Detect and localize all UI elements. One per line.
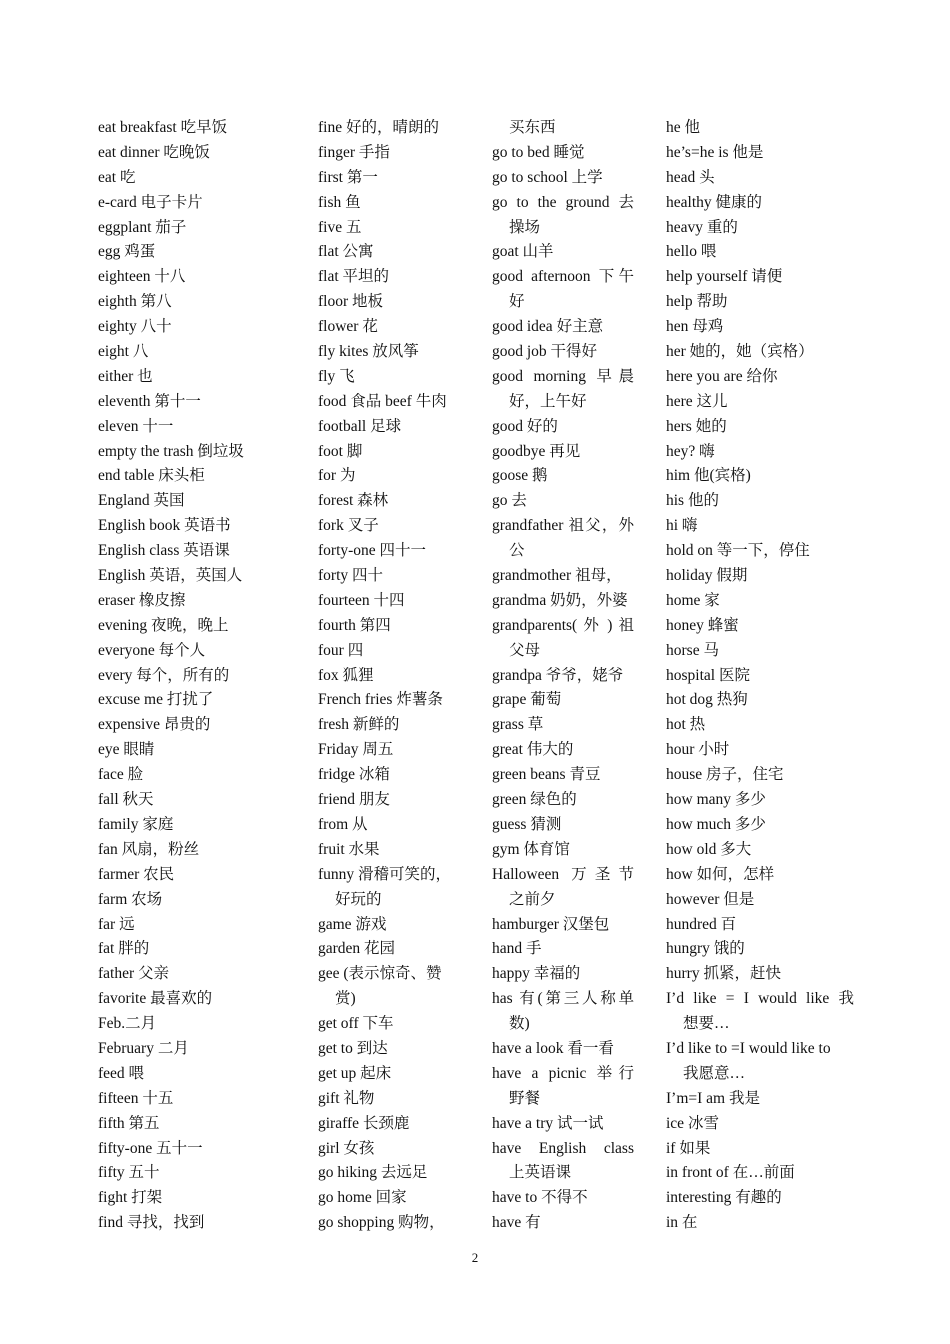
vocab-entry: eighty 八十 xyxy=(98,318,172,336)
vocab-entry: grandpa 爷爷，姥爷 xyxy=(492,666,624,684)
vocab-entry: grandparents( 外 ) 祖 xyxy=(492,616,634,634)
vocab-entry: honey 蜂蜜 xyxy=(666,616,739,634)
vocab-entry-continuation: 数) xyxy=(509,1015,530,1033)
vocab-entry: eat dinner 吃晚饭 xyxy=(98,143,210,161)
word-column-1 xyxy=(98,116,298,1236)
vocab-entry: girl 女孩 xyxy=(318,1139,375,1157)
vocab-entry: healthy 健康的 xyxy=(666,193,762,211)
vocab-entry: expensive 昂贵的 xyxy=(98,716,211,734)
vocab-entry: fox 狐狸 xyxy=(318,666,374,684)
vocab-entry: face 脸 xyxy=(98,766,144,784)
vocab-entry: football 足球 xyxy=(318,417,402,435)
vocab-entry: fight 打架 xyxy=(98,1189,163,1207)
vocab-entry: good morning 早晨 xyxy=(492,367,634,385)
vocab-entry: first 第一 xyxy=(318,168,378,186)
vocab-entry: grandfather 祖父，外 xyxy=(492,517,634,535)
vocab-entry: good idea 好主意 xyxy=(492,318,604,336)
vocab-entry: February 二月 xyxy=(98,1039,189,1057)
vocab-entry: Feb.二月 xyxy=(98,1015,157,1033)
vocab-entry: forty 四十 xyxy=(318,567,384,585)
vocab-entry: eat breakfast 吃早饭 xyxy=(98,119,228,136)
vocab-entry: how many 多少 xyxy=(666,791,766,809)
vocab-entry: have a picnic 举行 xyxy=(492,1064,634,1082)
vocab-entry: for 为 xyxy=(318,467,356,485)
vocab-entry: flower 花 xyxy=(318,318,378,336)
vocab-entry: have a look 看一看 xyxy=(492,1039,614,1057)
vocab-entry: go to the ground 去 xyxy=(492,193,634,211)
vocab-entry: hers 她的 xyxy=(666,417,727,435)
vocab-entry-continuation: 好，上午好 xyxy=(509,392,587,410)
vocab-entry: help 帮助 xyxy=(666,293,728,311)
vocab-entry: go 去 xyxy=(492,492,527,510)
vocab-entry: hurry 抓紧，赶快 xyxy=(666,965,781,983)
vocab-entry: five 五 xyxy=(318,218,362,236)
vocab-entry-continuation: 公 xyxy=(509,542,525,560)
vocab-entry: giraffe 长颈鹿 xyxy=(318,1114,410,1132)
vocab-entry: have 有 xyxy=(492,1214,541,1232)
vocab-entry: eat 吃 xyxy=(98,168,136,186)
vocab-entry: eggplant 茄子 xyxy=(98,218,187,236)
vocab-entry: get to 到达 xyxy=(318,1039,388,1057)
vocab-entry: England 英国 xyxy=(98,492,185,510)
vocab-entry: go home 回家 xyxy=(318,1189,407,1207)
vocab-entry: great 伟大的 xyxy=(492,741,574,759)
vocab-entry: hey? 嗨 xyxy=(666,442,715,460)
vocab-entry: gee (表示惊奇、赞 xyxy=(318,965,442,983)
vocab-entry: find 寻找，找到 xyxy=(98,1214,205,1232)
vocab-entry: father 父亲 xyxy=(98,965,170,983)
vocab-entry: flat 平坦的 xyxy=(318,268,390,286)
vocab-entry: grandmother 祖母， xyxy=(492,567,622,585)
vocab-entry: family 家庭 xyxy=(98,815,174,833)
vocab-entry-continuation: 想要… xyxy=(683,1015,730,1033)
vocab-entry-continuation: 上英语课 xyxy=(509,1164,572,1182)
vocab-entry-continuation: 赏) xyxy=(335,990,356,1008)
vocab-entry: I’d like to =I would like to xyxy=(666,1039,831,1057)
vocab-entry: eighth 第八 xyxy=(98,293,172,311)
vocab-entry: good 好的 xyxy=(492,417,558,435)
vocab-entry: either 也 xyxy=(98,367,153,385)
vocab-entry: go hiking 去远足 xyxy=(318,1164,428,1182)
vocab-entry: home 家 xyxy=(666,591,720,609)
vocab-entry: here 这儿 xyxy=(666,392,728,410)
vocab-entry: ice 冰雪 xyxy=(666,1114,719,1132)
vocab-entry: every 每个，所有的 xyxy=(98,666,230,684)
vocab-entry: interesting 有趣的 xyxy=(666,1189,782,1207)
vocab-entry: head 头 xyxy=(666,168,715,186)
vocab-entry: his 他的 xyxy=(666,492,719,510)
vocab-entry: go shopping 购物， xyxy=(318,1214,445,1232)
vocab-entry: farm 农场 xyxy=(98,890,163,908)
vocab-entry: evening 夜晚，晚上 xyxy=(98,616,229,634)
vocab-entry: flat 公寓 xyxy=(318,243,374,261)
vocab-entry: eighteen 十八 xyxy=(98,268,186,286)
vocab-entry: everyone 每个人 xyxy=(98,641,206,659)
vocab-entry: hold on 等一下，停住 xyxy=(666,542,810,560)
vocab-entry: have to 不得不 xyxy=(492,1189,588,1207)
vocab-entry: forty-one 四十一 xyxy=(318,542,427,560)
vocab-entry: gym 体育馆 xyxy=(492,840,570,858)
vocab-entry: fine 好的，晴朗的 xyxy=(318,119,439,136)
vocab-entry: fifteen 十五 xyxy=(98,1089,174,1107)
vocab-entry: fly kites 放风筝 xyxy=(318,343,419,361)
page-number: 2 xyxy=(471,1250,479,1265)
vocab-entry: hello 喂 xyxy=(666,243,717,261)
vocab-entry: hot dog 热狗 xyxy=(666,691,748,709)
vocab-entry: goose 鹅 xyxy=(492,467,548,485)
vocab-entry: English 英语，英国人 xyxy=(98,567,243,585)
vocab-entry: green beans 青豆 xyxy=(492,766,601,784)
vocab-entry: grape 葡萄 xyxy=(492,691,562,709)
vocab-entry: grass 草 xyxy=(492,716,544,734)
vocab-entry: foot 脚 xyxy=(318,442,363,460)
vocab-entry: hen 母鸡 xyxy=(666,318,724,336)
vocab-entry: I’m=I am 我是 xyxy=(666,1089,760,1107)
vocab-entry: egg 鸡蛋 xyxy=(98,243,156,261)
vocab-entry: good job 干得好 xyxy=(492,343,598,361)
vocab-entry: hundred 百 xyxy=(666,915,737,933)
vocab-entry: from 从 xyxy=(318,815,368,833)
vocab-entry-continuation: 之前夕 xyxy=(509,890,556,908)
vocab-entry: good afternoon 下午 xyxy=(492,268,634,286)
vocab-entry: English book 英语书 xyxy=(98,517,231,535)
vocab-entry-continuation: 好 xyxy=(509,293,525,311)
vocab-entry: English class 英语课 xyxy=(98,542,230,560)
vocab-entry: how 如何，怎样 xyxy=(666,865,775,883)
vocab-entry: horse 马 xyxy=(666,641,719,659)
vocab-entry: has 有(第三人称单 xyxy=(492,990,634,1008)
vocab-entry: e-card 电子卡片 xyxy=(98,193,203,211)
vocab-entry: feed 喂 xyxy=(98,1064,145,1082)
vocab-entry: funny 滑稽可笑的， xyxy=(318,865,452,883)
vocab-entry: help yourself 请便 xyxy=(666,268,783,286)
vocab-entry: however 但是 xyxy=(666,890,755,908)
vocab-entry: in front of 在…前面 xyxy=(666,1164,795,1182)
vocab-entry: food 食品 beef 牛肉 xyxy=(318,392,447,410)
vocab-entry: gift 礼物 xyxy=(318,1089,375,1107)
vocab-entry-continuation: 操场 xyxy=(509,218,541,236)
vocab-entry: hamburger 汉堡包 xyxy=(492,915,610,933)
vocab-entry: Friday 周五 xyxy=(318,741,394,759)
vocab-entry: farmer 农民 xyxy=(98,865,175,883)
vocab-entry-continuation: 野餐 xyxy=(509,1089,541,1107)
vocab-entry: fridge 冰箱 xyxy=(318,766,390,784)
vocab-entry: get off 下车 xyxy=(318,1015,394,1033)
vocab-entry: goat 山羊 xyxy=(492,243,554,261)
vocab-entry: forest 森林 xyxy=(318,492,389,510)
vocab-entry: in 在 xyxy=(666,1214,698,1232)
vocab-entry: how old 多大 xyxy=(666,840,752,858)
vocab-entry: fifty-one 五十一 xyxy=(98,1139,203,1157)
vocab-entry: empty the trash 倒垃圾 xyxy=(98,442,244,460)
vocab-entry: heavy 重的 xyxy=(666,218,738,236)
vocab-entry: fall 秋天 xyxy=(98,791,154,809)
vocab-entry: guess 猜测 xyxy=(492,815,562,833)
vocab-entry: I’d like = I would like 我 xyxy=(666,990,854,1008)
vocab-entry: here you are 给你 xyxy=(666,367,778,385)
vocab-entry: hot 热 xyxy=(666,716,706,734)
vocab-entry: go to bed 睡觉 xyxy=(492,143,585,161)
vocab-entry: fish 鱼 xyxy=(318,193,361,211)
vocab-entry: fifty 五十 xyxy=(98,1164,160,1182)
vocab-entry: he’s=he is 他是 xyxy=(666,143,764,161)
vocab-entry: eleventh 第十一 xyxy=(98,392,201,410)
vocab-entry: fan 风扇，粉丝 xyxy=(98,840,200,858)
vocab-entry-continuation: 好玩的 xyxy=(335,890,382,908)
word-column-2 xyxy=(318,116,468,1236)
vocab-entry: eraser 橡皮擦 xyxy=(98,591,186,609)
vocab-entry: hour 小时 xyxy=(666,741,730,759)
vocab-entry-continuation: 父母 xyxy=(509,641,541,659)
vocab-entry: far 远 xyxy=(98,915,135,933)
vocab-entry: eleven 十一 xyxy=(98,417,174,435)
vocab-entry: game 游戏 xyxy=(318,915,387,933)
vocab-entry: friend 朋友 xyxy=(318,791,390,809)
vocab-entry: French fries 炸薯条 xyxy=(318,691,443,709)
vocab-entry: garden 花园 xyxy=(318,940,396,958)
vocab-entry: fresh 新鲜的 xyxy=(318,716,400,734)
vocab-entry: have English class xyxy=(492,1139,634,1157)
word-column-3 xyxy=(492,116,634,1236)
vocab-entry: finger 手指 xyxy=(318,143,390,161)
vocab-entry: floor 地板 xyxy=(318,293,384,311)
vocab-entry: fifth 第五 xyxy=(98,1114,160,1132)
vocab-entry: hungry 饿的 xyxy=(666,940,745,958)
vocab-entry: green 绿色的 xyxy=(492,791,577,809)
vocab-entry: how much 多少 xyxy=(666,815,766,833)
vocab-entry: four 四 xyxy=(318,641,364,659)
vocab-entry: house 房子，住宅 xyxy=(666,766,784,784)
vocab-entry: get up 起床 xyxy=(318,1064,392,1082)
vocab-entry: fourth 第四 xyxy=(318,616,391,634)
vocab-entry: fat 胖的 xyxy=(98,940,150,958)
vocab-entry: grandma 奶奶，外婆 xyxy=(492,591,628,609)
vocab-entry: fork 叉子 xyxy=(318,517,379,535)
vocab-entry: holiday 假期 xyxy=(666,567,748,585)
vocab-entry: go to school 上学 xyxy=(492,168,603,186)
vocab-entry: if 如果 xyxy=(666,1139,711,1157)
vocab-entry-continuation: 买东西 xyxy=(509,119,556,136)
vocab-entry: hand 手 xyxy=(492,940,542,958)
vocab-entry-continuation: 我愿意… xyxy=(683,1064,746,1082)
vocab-entry: goodbye 再见 xyxy=(492,442,581,460)
vocab-entry: end table 床头柜 xyxy=(98,467,205,485)
vocab-entry: fourteen 十四 xyxy=(318,591,405,609)
vocab-entry: he 他 xyxy=(666,119,701,136)
vocab-entry: hi 嗨 xyxy=(666,517,698,535)
vocab-entry: hospital 医院 xyxy=(666,666,750,684)
vocab-entry: her 她的，她（宾格） xyxy=(666,343,814,361)
vocab-entry: have a try 试一试 xyxy=(492,1114,604,1132)
vocab-entry: eight 八 xyxy=(98,343,149,361)
vocab-entry: Halloween 万圣节 xyxy=(492,865,634,883)
word-column-4 xyxy=(666,116,854,1236)
vocab-entry: excuse me 打扰了 xyxy=(98,691,214,709)
vocab-entry: eye 眼睛 xyxy=(98,741,155,759)
vocab-entry: fly 飞 xyxy=(318,367,355,385)
vocab-entry: him 他(宾格) xyxy=(666,467,751,485)
vocab-entry: fruit 水果 xyxy=(318,840,380,858)
vocab-entry: happy 幸福的 xyxy=(492,965,581,983)
vocab-entry: favorite 最喜欢的 xyxy=(98,990,213,1008)
